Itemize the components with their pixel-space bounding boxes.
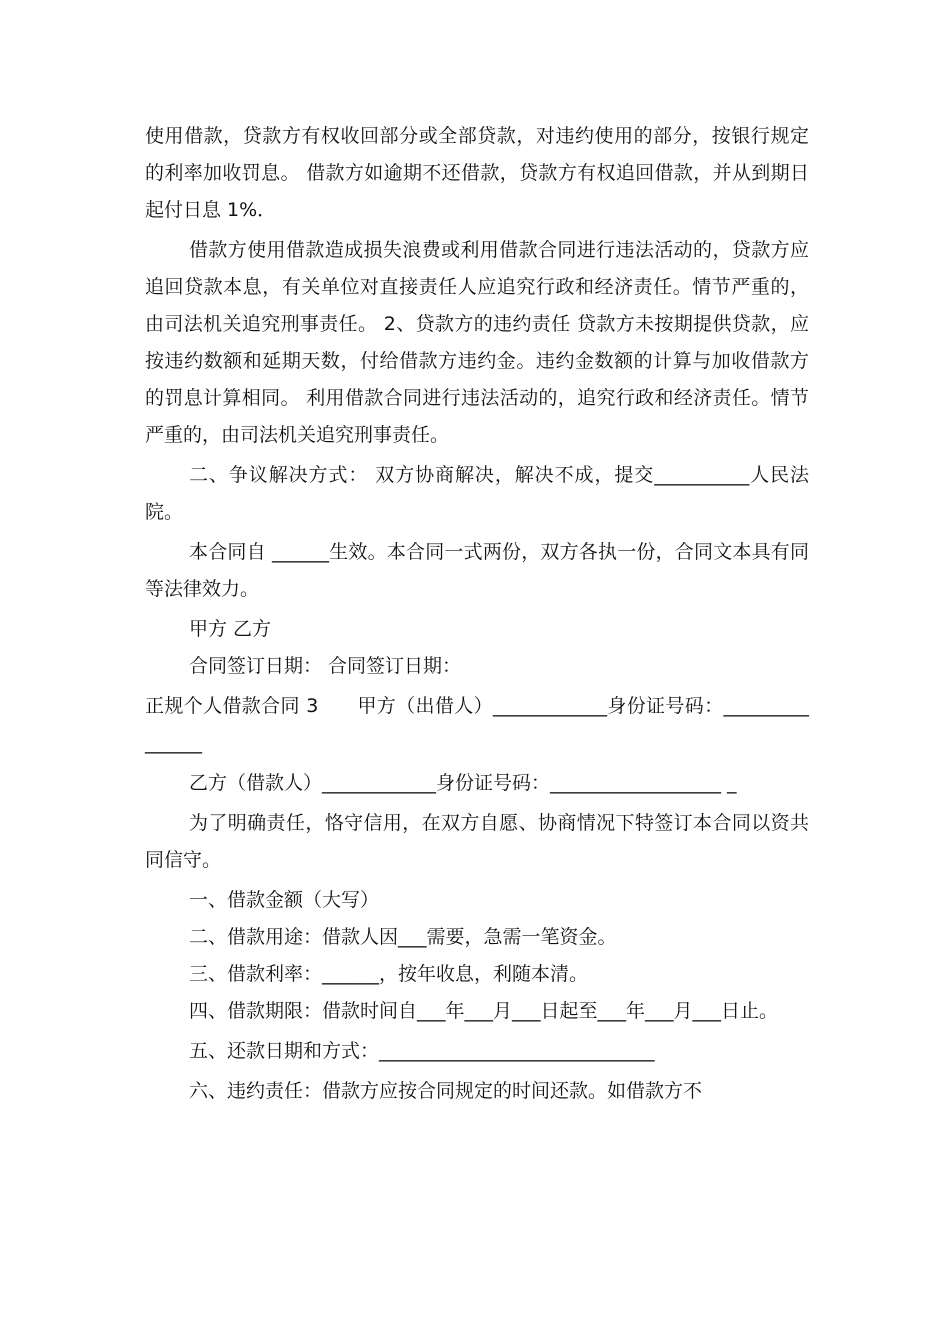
paragraph-purpose-statement: 为了明确责任，恪守信用，在双方自愿、协商情况下特签订本合同以资共同信守。 [145, 812, 809, 871]
paragraph-loan-amount: 一、借款金额（大写） [189, 889, 380, 911]
paragraph-interest-rate: 三、借款利率：______，按年收息，利随本清。 [189, 963, 589, 985]
document-body [145, 118, 809, 1113]
paragraph-signing-date: 合同签订日期： 合同签订日期： [189, 655, 462, 677]
paragraph-parties: 甲方 乙方 [189, 618, 272, 640]
paragraph-breach-liability: 六、违约责任：借款方应按合同规定的时间还款。如借款方不 [189, 1080, 703, 1102]
paragraph-contract-3-lender: 正规个人借款合同 3 甲方（出借人）____________身份证号码：_______________ [145, 695, 809, 754]
paragraph-penalty-continuation: 使用借款，贷款方有权收回部分或全部贷款，对违约使用的部分，按银行规定的利率加收罚息。 借款方如逾期不还借款，贷款方有权追回借款，并从到期日起付日息 1%． [145, 125, 809, 221]
paragraph-loan-purpose: 二、借款用途：借款人因___需要，急需一笔资金。 [189, 926, 617, 948]
paragraph-effective-date: 本合同自 ______生效。本合同一式两份，双方各执一份，合同文本具有同等法律效力。 [145, 541, 809, 600]
paragraph-loan-term: 四、借款期限：借款时间自___年___月___日起至___年___月___日止。 [189, 1000, 779, 1022]
paragraph-borrower: 乙方（借款人）____________身份证号码：__________________ _ [189, 772, 737, 794]
paragraph-misuse-liability: 借款方使用借款造成损失浪费或利用借款合同进行违法活动的，贷款方应追回贷款本息，有关单位对直接责任人应追究行政和经济责任。情节严重的，由司法机关追究刑事责任。 2、贷款方的违约责任 贷款方未按期提供贷款，应按违约数额和延期天数，付给借款方违约金。违约金数额的计算与加收借款方的罚息计算相同。 利用借款合同进行违法活动的，追究行政和经济责任。情节严重的，由司法机关追究刑事责任。 [145, 239, 809, 446]
paragraph-repayment: 五、还款日期和方式：_____________________________ [189, 1040, 655, 1062]
paragraph-dispute-resolution: 二、争议解决方式： 双方协商解决，解决不成，提交__________人民法院。 [145, 464, 809, 523]
